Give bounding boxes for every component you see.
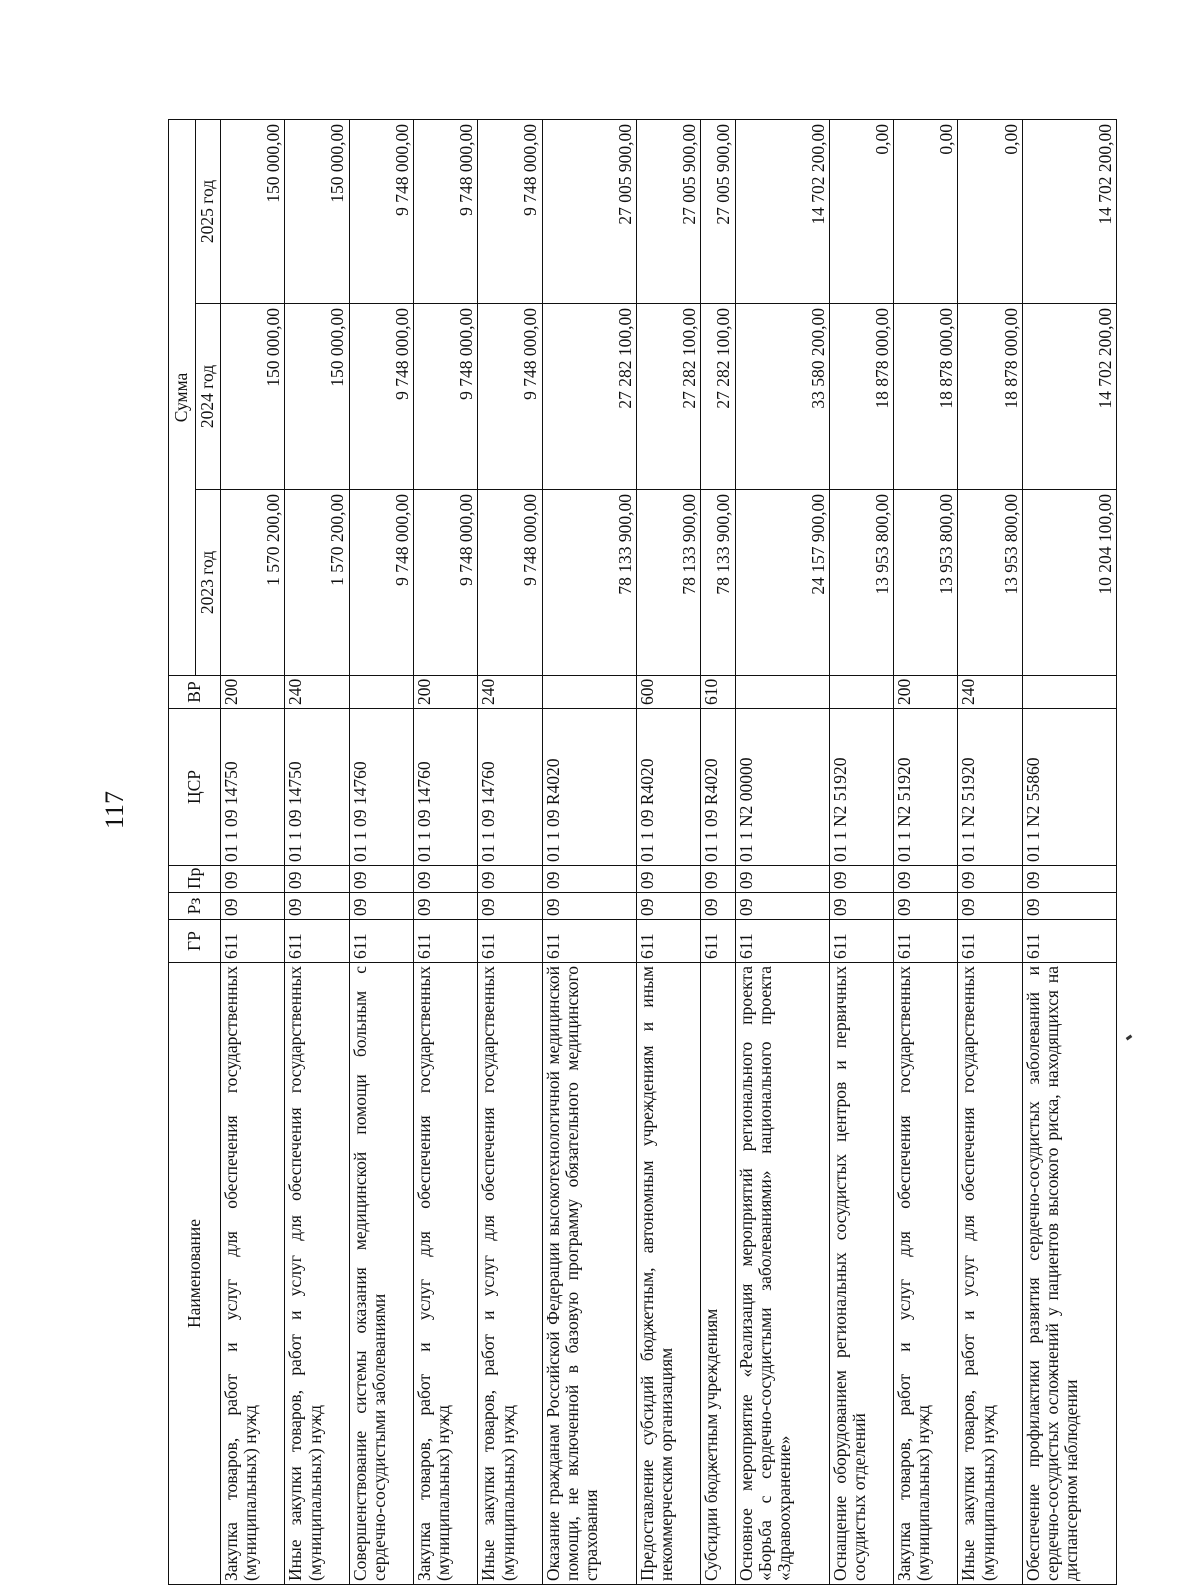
- amount-2024-cell: 27 282 100,00: [636, 304, 700, 490]
- amount-2024-cell: 150 000,00: [285, 304, 349, 490]
- vr-cell: 200: [894, 676, 958, 709]
- name-cell: Обеспечение профилактики развития сердечно-сосудистых заболеваний и сердечно-сосудистых осложнений у пациентов высокого риска, находящихся на диспансерном наблюдении: [1022, 963, 1116, 1585]
- amount-2024-cell: 14 702 200,00: [1022, 304, 1116, 490]
- rz-cell: 09: [958, 893, 1022, 920]
- gr-cell: 611: [542, 920, 636, 963]
- csr-cell: 01 1 09 14760: [478, 709, 542, 866]
- name-cell: Субсидии бюджетным учреждениям: [701, 963, 735, 1585]
- csr-cell: 01 1 09 R4020: [542, 709, 636, 866]
- pr-cell: 09: [894, 866, 958, 893]
- amount-2025-cell: 9 748 000,00: [413, 119, 477, 303]
- amount-2023-cell: 78 133 900,00: [542, 490, 636, 676]
- budget-table: [168, 119, 1117, 1585]
- amount-2024-cell: 27 282 100,00: [701, 304, 735, 490]
- csr-cell: 01 1 09 14750: [221, 709, 285, 866]
- header-pr: Пр: [169, 866, 221, 893]
- table-body: [221, 119, 1117, 1584]
- pr-cell: 09: [958, 866, 1022, 893]
- pr-cell: 09: [413, 866, 477, 893]
- name-cell: Закупка товаров, работ и услуг для обеспечения государственных (муниципальных) нужд: [894, 963, 958, 1585]
- amount-2025-cell: 150 000,00: [221, 119, 285, 303]
- table-row: [349, 119, 413, 1584]
- name-cell: Оснащение оборудованием региональных сосудистых центров и первичных сосудистых отделений: [829, 963, 893, 1585]
- name-cell: Предоставление субсидий бюджетным, автономным учреждениям и иным некоммерческим организациям: [636, 963, 700, 1585]
- table-row: [735, 119, 829, 1584]
- amount-2025-cell: 0,00: [958, 119, 1022, 303]
- csr-cell: 01 1 N2 51920: [894, 709, 958, 866]
- gr-cell: 611: [701, 920, 735, 963]
- rz-cell: 09: [829, 893, 893, 920]
- amount-2023-cell: 9 748 000,00: [478, 490, 542, 676]
- csr-cell: 01 1 N2 00000: [735, 709, 829, 866]
- amount-2023-cell: 1 570 200,00: [221, 490, 285, 676]
- header-2025: 2025 год: [196, 119, 221, 303]
- pr-cell: 09: [1022, 866, 1116, 893]
- vr-cell: [349, 676, 413, 709]
- gr-cell: 611: [221, 920, 285, 963]
- name-cell: Закупка товаров, работ и услуг для обеспечения государственных (муниципальных) нужд: [413, 963, 477, 1585]
- amount-2025-cell: 27 005 900,00: [542, 119, 636, 303]
- rz-cell: 09: [478, 893, 542, 920]
- amount-2025-cell: 150 000,00: [285, 119, 349, 303]
- header-rz: Рз: [169, 893, 221, 920]
- vr-cell: 200: [413, 676, 477, 709]
- gr-cell: 611: [413, 920, 477, 963]
- rz-cell: 09: [894, 893, 958, 920]
- table-row: [221, 119, 285, 1584]
- pr-cell: 09: [701, 866, 735, 893]
- csr-cell: 01 1 09 R4020: [636, 709, 700, 866]
- amount-2025-cell: 9 748 000,00: [349, 119, 413, 303]
- amount-2024-cell: 9 748 000,00: [349, 304, 413, 490]
- pr-cell: 09: [285, 866, 349, 893]
- amount-2023-cell: 78 133 900,00: [636, 490, 700, 676]
- amount-2023-cell: 13 953 800,00: [894, 490, 958, 676]
- pr-cell: 09: [542, 866, 636, 893]
- amount-2025-cell: 27 005 900,00: [636, 119, 700, 303]
- amount-2024-cell: 9 748 000,00: [478, 304, 542, 490]
- amount-2023-cell: 1 570 200,00: [285, 490, 349, 676]
- vr-cell: [829, 676, 893, 709]
- table-row: [285, 119, 349, 1584]
- csr-cell: 01 1 09 14760: [413, 709, 477, 866]
- amount-2025-cell: 9 748 000,00: [478, 119, 542, 303]
- amount-2023-cell: 9 748 000,00: [413, 490, 477, 676]
- gr-cell: 611: [829, 920, 893, 963]
- gr-cell: 611: [894, 920, 958, 963]
- pr-cell: 09: [221, 866, 285, 893]
- amount-2024-cell: 33 580 200,00: [735, 304, 829, 490]
- gr-cell: 611: [478, 920, 542, 963]
- table-row: [413, 119, 477, 1584]
- gr-cell: 611: [349, 920, 413, 963]
- scan-speck: [1126, 1035, 1133, 1041]
- table-header: [169, 119, 221, 1584]
- csr-cell: 01 1 N2 51920: [829, 709, 893, 866]
- gr-cell: 611: [735, 920, 829, 963]
- amount-2025-cell: 27 005 900,00: [701, 119, 735, 303]
- amount-2023-cell: 9 748 000,00: [349, 490, 413, 676]
- pr-cell: 09: [735, 866, 829, 893]
- table-row: [636, 119, 700, 1584]
- table-row: [1022, 119, 1116, 1584]
- rotated-table-container: [168, 120, 1117, 1585]
- rz-cell: 09: [349, 893, 413, 920]
- pr-cell: 09: [829, 866, 893, 893]
- vr-cell: [735, 676, 829, 709]
- vr-cell: 610: [701, 676, 735, 709]
- csr-cell: 01 1 N2 51920: [958, 709, 1022, 866]
- vr-cell: 240: [285, 676, 349, 709]
- table-row: [701, 119, 735, 1584]
- vr-cell: 240: [958, 676, 1022, 709]
- header-2024: 2024 год: [196, 304, 221, 490]
- header-vr: ВР: [169, 676, 221, 709]
- rz-cell: 09: [1022, 893, 1116, 920]
- vr-cell: [1022, 676, 1116, 709]
- amount-2023-cell: 13 953 800,00: [958, 490, 1022, 676]
- gr-cell: 611: [958, 920, 1022, 963]
- amount-2023-cell: 24 157 900,00: [735, 490, 829, 676]
- rz-cell: 09: [542, 893, 636, 920]
- amount-2025-cell: 0,00: [829, 119, 893, 303]
- table-row: [894, 119, 958, 1584]
- name-cell: Основное мероприятие «Реализация мероприятий регионального проекта «Борьба с сердечно-сосудистыми заболеваниями» национального проекта «Здравоохранение»: [735, 963, 829, 1585]
- name-cell: Иные закупки товаров, работ и услуг для обеспечения государственных (муниципальных) нужд: [958, 963, 1022, 1585]
- pr-cell: 09: [636, 866, 700, 893]
- csr-cell: 01 1 09 R4020: [701, 709, 735, 866]
- name-cell: Иные закупки товаров, работ и услуг для обеспечения государственных (муниципальных) нужд: [478, 963, 542, 1585]
- header-csr: ЦСР: [169, 709, 221, 866]
- amount-2025-cell: 0,00: [894, 119, 958, 303]
- amount-2024-cell: 150 000,00: [221, 304, 285, 490]
- gr-cell: 611: [636, 920, 700, 963]
- name-cell: Оказание гражданам Российской Федерации высокотехнологичной медицинской помощи, не включенной в базовую программу обязательного медицинского страхования: [542, 963, 636, 1585]
- vr-cell: 240: [478, 676, 542, 709]
- rz-cell: 09: [413, 893, 477, 920]
- name-cell: Закупка товаров, работ и услуг для обеспечения государственных (муниципальных) нужд: [221, 963, 285, 1585]
- rz-cell: 09: [735, 893, 829, 920]
- amount-2024-cell: 18 878 000,00: [894, 304, 958, 490]
- rz-cell: 09: [221, 893, 285, 920]
- name-cell: Иные закупки товаров, работ и услуг для обеспечения государственных (муниципальных) нужд: [285, 963, 349, 1585]
- vr-cell: 600: [636, 676, 700, 709]
- amount-2023-cell: 13 953 800,00: [829, 490, 893, 676]
- amount-2023-cell: 78 133 900,00: [701, 490, 735, 676]
- vr-cell: 200: [221, 676, 285, 709]
- amount-2025-cell: 14 702 200,00: [1022, 119, 1116, 303]
- table-row: [478, 119, 542, 1584]
- header-2023: 2023 год: [196, 490, 221, 676]
- amount-2024-cell: 18 878 000,00: [958, 304, 1022, 490]
- header-sum: Сумма: [169, 119, 196, 675]
- amount-2023-cell: 10 204 100,00: [1022, 490, 1116, 676]
- gr-cell: 611: [285, 920, 349, 963]
- pr-cell: 09: [349, 866, 413, 893]
- csr-cell: 01 1 09 14750: [285, 709, 349, 866]
- rz-cell: 09: [701, 893, 735, 920]
- amount-2024-cell: 18 878 000,00: [829, 304, 893, 490]
- csr-cell: 01 1 09 14760: [349, 709, 413, 866]
- page-number: 117: [100, 790, 129, 830]
- table-row: [542, 119, 636, 1584]
- header-gr: ГР: [169, 920, 221, 963]
- header-name: Наименование: [169, 963, 221, 1585]
- csr-cell: 01 1 N2 55860: [1022, 709, 1116, 866]
- amount-2025-cell: 14 702 200,00: [735, 119, 829, 303]
- pr-cell: 09: [478, 866, 542, 893]
- amount-2024-cell: 9 748 000,00: [413, 304, 477, 490]
- table-row: [958, 119, 1022, 1584]
- rz-cell: 09: [636, 893, 700, 920]
- vr-cell: [542, 676, 636, 709]
- name-cell: Совершенствование системы оказания медицинской помощи больным с сердечно-сосудистыми заболеваниями: [349, 963, 413, 1585]
- rz-cell: 09: [285, 893, 349, 920]
- table-row: [829, 119, 893, 1584]
- gr-cell: 611: [1022, 920, 1116, 963]
- amount-2024-cell: 27 282 100,00: [542, 304, 636, 490]
